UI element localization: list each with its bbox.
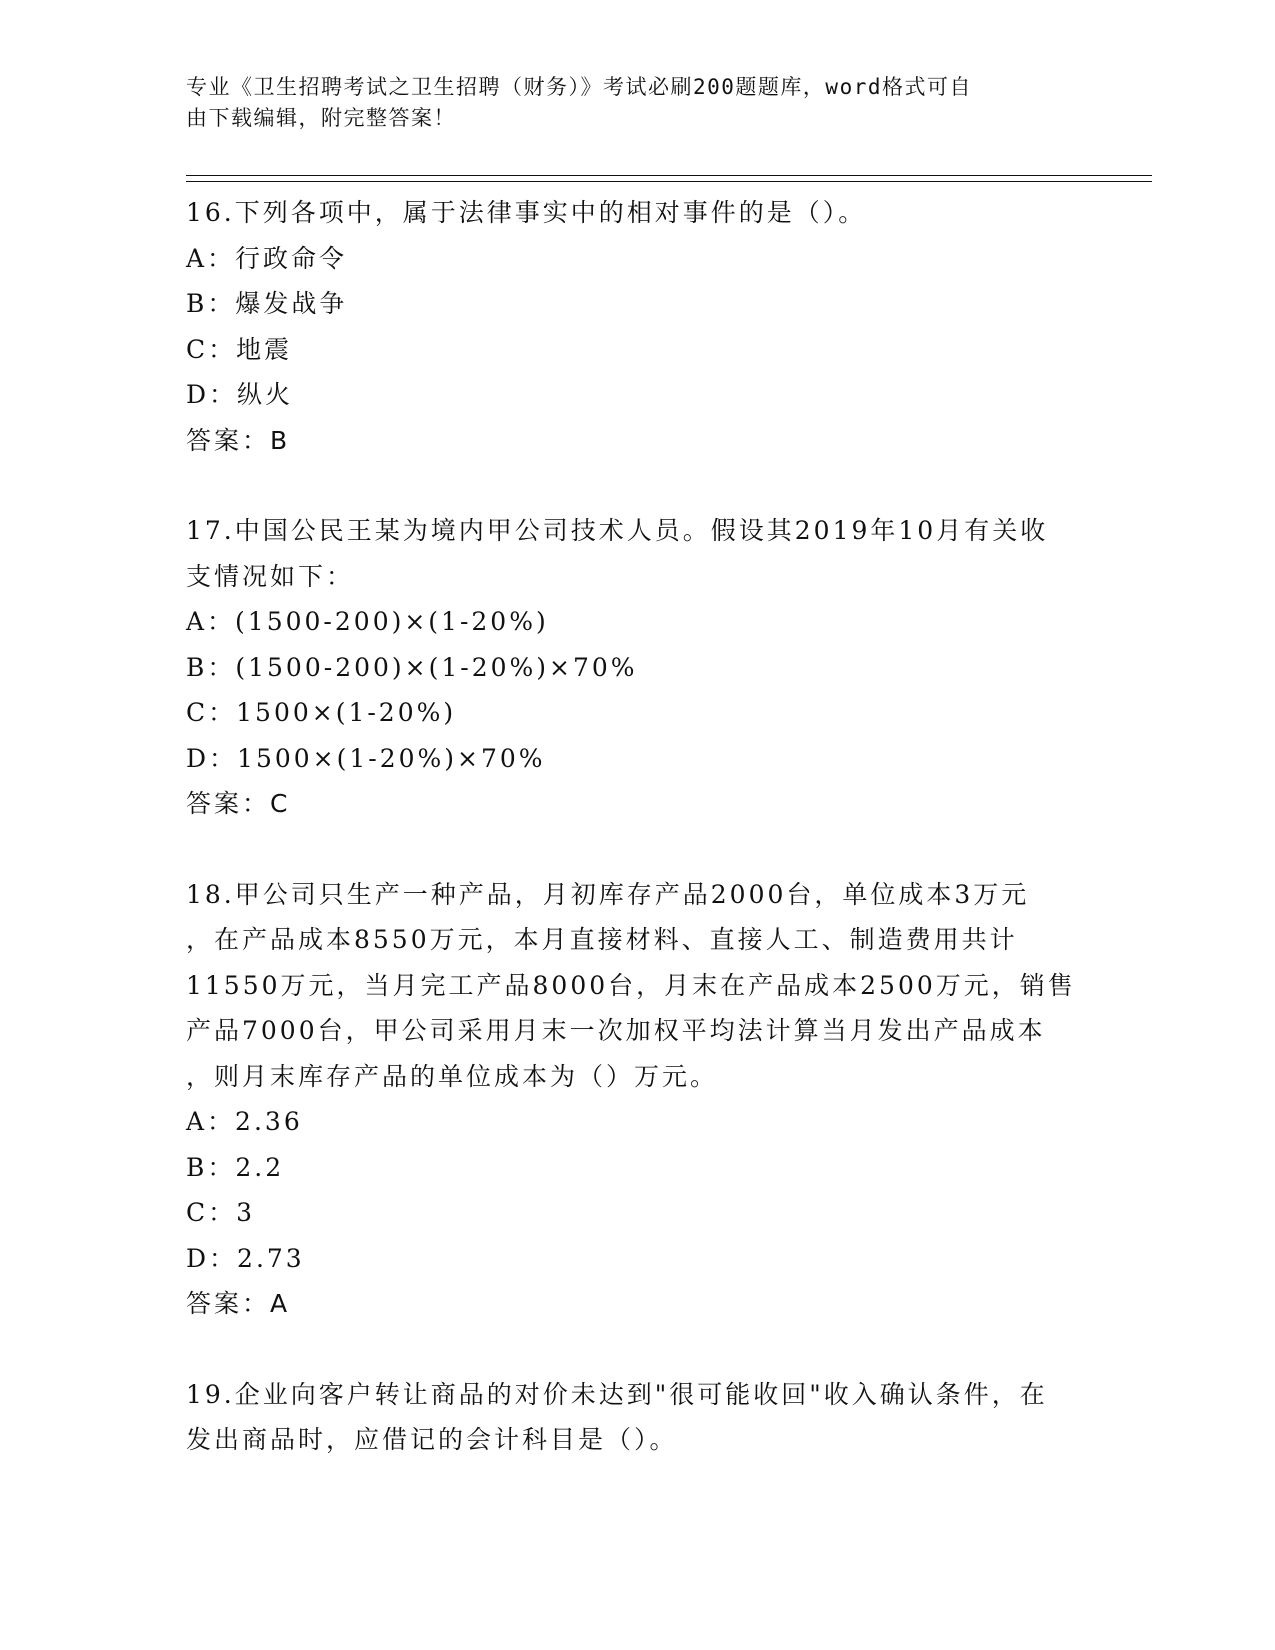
header-line-2: 由下载编辑，附完整答案！	[186, 106, 456, 130]
question-text: 17.中国公民王某为境内甲公司技术人员。假设其2019年10月有关收	[186, 516, 1049, 545]
option-d: D：2.73	[186, 1243, 305, 1273]
option-a: A：(1500-200)×(1-20%)	[186, 607, 549, 636]
question-text: 18.甲公司只生产一种产品，月初库存产品2000台，单位成本3万元	[186, 879, 1030, 909]
option-d: D：纵火	[186, 380, 294, 409]
header-divider-bottom	[186, 181, 1152, 182]
option-a: A：2.36	[186, 1107, 303, 1136]
question-text: ，在产品成本8550万元，本月直接材料、直接人工、制造费用共计	[186, 925, 1018, 954]
question-text: 支情况如下：	[186, 561, 355, 591]
header-line-1: 专业《卫生招聘考试之卫生招聘（财务）》考试必刷200题题库，word格式可自	[186, 75, 972, 99]
option-b: B：(1500-200)×(1-20%)×70%	[186, 652, 638, 682]
option-c: C：1500×(1-20%)	[186, 698, 457, 727]
question-text: ，则月末库存产品的单位成本为（）万元。	[186, 1061, 719, 1091]
header-divider-top	[186, 175, 1152, 176]
option-b: B：爆发战争	[186, 289, 348, 318]
answer-label: 答案：B	[186, 425, 291, 455]
option-c: C：3	[186, 1198, 256, 1227]
question-19	[186, 1372, 1086, 1463]
question-18	[186, 872, 1086, 1327]
document-header	[186, 72, 1066, 134]
question-16	[186, 190, 1086, 463]
question-list	[186, 190, 1086, 1508]
question-text: 19.企业向客户转让商品的对价未达到"很可能收回"收入确认条件，在	[186, 1379, 1048, 1409]
option-c: C：地震	[186, 334, 293, 364]
option-a: A：行政命令	[186, 243, 348, 273]
answer-label: 答案：A	[186, 1289, 291, 1318]
question-text: 产品7000台，甲公司采用月末一次加权平均法计算当月发出产品成本	[186, 1016, 1046, 1045]
question-17	[186, 508, 1086, 827]
answer-label: 答案：C	[186, 789, 291, 818]
option-b: B：2.2	[186, 1152, 285, 1182]
question-text: 16.下列各项中，属于法律事实中的相对事件的是（）。	[186, 198, 867, 227]
option-d: D：1500×(1-20%)×70%	[186, 743, 546, 773]
question-text: 发出商品时，应借记的会计科目是（）。	[186, 1425, 678, 1454]
question-text: 11550万元，当月完工产品8000台，月末在产品成本2500万元，销售	[186, 970, 1076, 1000]
